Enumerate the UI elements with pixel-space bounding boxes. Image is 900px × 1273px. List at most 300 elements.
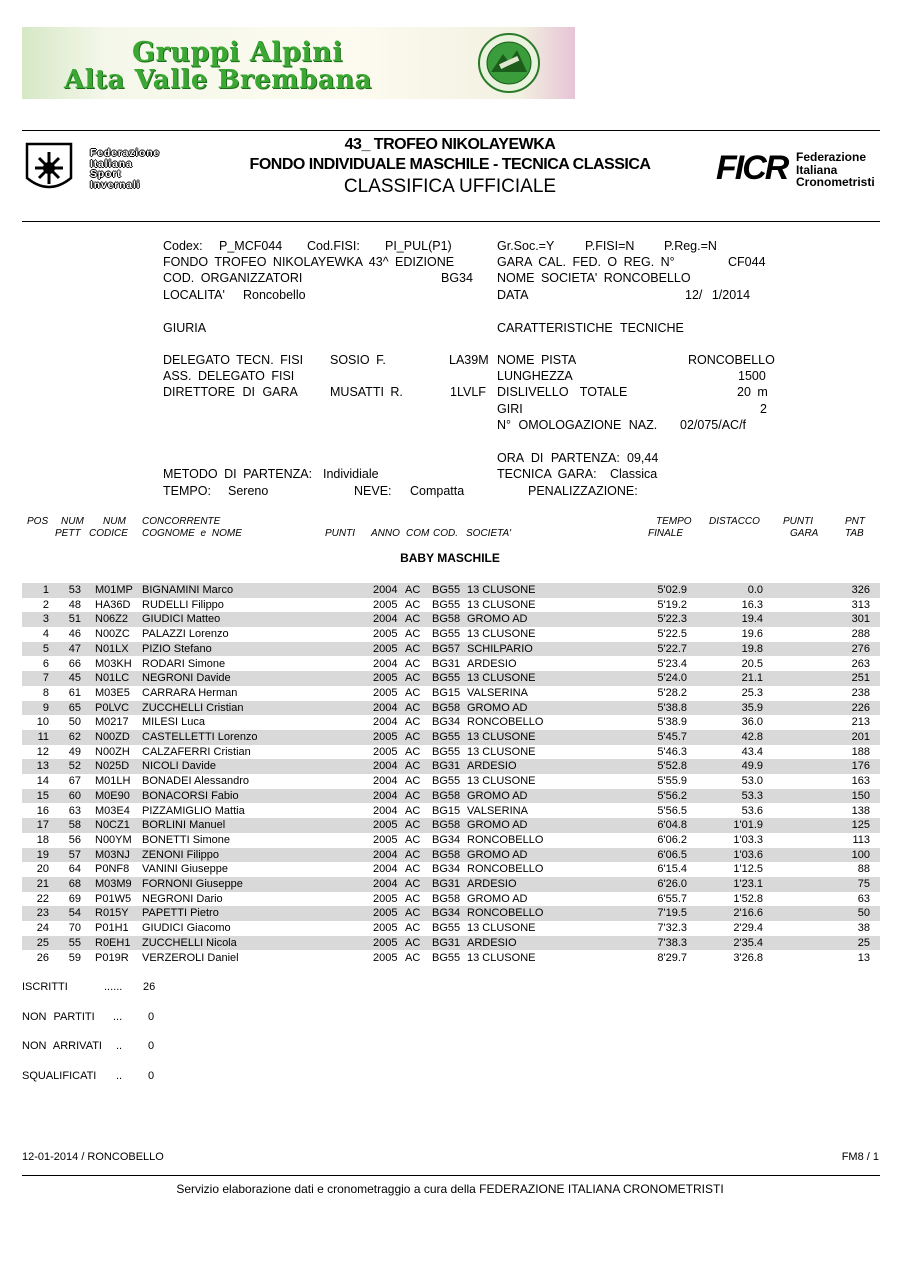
cell-cod: BG34: [432, 907, 461, 920]
cell-cod: BG15: [432, 804, 461, 817]
cell-distacco: 1'03.3: [733, 833, 763, 846]
title-line1: 43_ TROFEO NIKOLAYEWKA: [344, 136, 556, 153]
data-value: 12/ 1/2014: [685, 288, 751, 302]
cell-distacco: 2'16.6: [733, 907, 763, 920]
cell-name: CARRARA Herman: [142, 686, 238, 699]
codfisi-label: Cod.FISI:: [307, 239, 360, 253]
cell-name: PIZIO Stefano: [142, 642, 212, 655]
cell-tempo: 5'28.2: [657, 686, 687, 699]
cell-societa: VALSERINA: [467, 686, 528, 699]
hdr-num2: NUM: [103, 516, 126, 527]
cell-codice: R0EH1: [95, 936, 131, 949]
cell-codice: N025D: [95, 760, 130, 773]
cell-name: RUDELLI Filippo: [142, 598, 224, 611]
cell-pett: 70: [68, 922, 81, 935]
cell-distacco: 53.0: [741, 775, 763, 788]
cell-pos: 23: [36, 907, 49, 920]
fisi-line3: Sport: [90, 168, 122, 180]
cell-pos: 4: [42, 628, 49, 641]
cell-cod: BG58: [432, 848, 461, 861]
hdr-codice: CODICE: [89, 528, 128, 539]
cell-com: AC: [405, 657, 421, 670]
cell-cod: BG34: [432, 716, 461, 729]
cell-societa: ARDESIO: [467, 936, 517, 949]
table-row: [22, 583, 880, 598]
cell-com: AC: [405, 686, 421, 699]
cell-anno: 2005: [373, 598, 398, 611]
race-info: [0, 0, 900, 500]
cell-name: NEGRONI Dario: [142, 892, 223, 905]
cell-name: ZUCCHELLI Cristian: [142, 701, 244, 714]
cell-cod: BG58: [432, 789, 461, 802]
cell-anno: 2004: [373, 613, 398, 626]
cell-com: AC: [405, 789, 421, 802]
cell-tempo: 5'56.2: [657, 789, 687, 802]
fisi-line2: Italiana: [90, 157, 133, 170]
cell-com: AC: [405, 833, 421, 846]
cell-distacco: 21.1: [741, 672, 763, 685]
table-row: [22, 598, 880, 613]
cell-name: NICOLI Davide: [142, 760, 216, 773]
cell-distacco: 16.3: [741, 598, 763, 611]
cell-pnt: 125: [851, 819, 870, 832]
cell-distacco: 1'12.5: [733, 863, 763, 876]
table-row: [22, 774, 880, 789]
cell-distacco: 19.8: [741, 642, 763, 655]
cell-cod: BG57: [432, 642, 461, 655]
cell-tempo: 5'23.4: [657, 657, 687, 670]
cell-societa: ARDESIO: [467, 760, 517, 773]
cell-codice: N00ZD: [95, 731, 130, 743]
cell-name: PIZZAMIGLIO Mattia: [142, 804, 245, 817]
cell-com: AC: [405, 701, 421, 714]
omolog-label: N° OMOLOGAZIONE NAZ.: [497, 418, 658, 432]
cell-distacco: 36.0: [741, 716, 763, 729]
cell-distacco: 3'26.8: [733, 951, 763, 964]
cell-tempo: 5'38.9: [657, 716, 687, 729]
cell-tempo: 5'19.2: [657, 598, 687, 611]
cell-pos: 10: [36, 716, 49, 729]
cell-pos: 5: [42, 642, 49, 655]
cell-societa: SCHILPARIO: [467, 642, 533, 655]
cell-codice: M01LH: [95, 775, 131, 788]
localita-label: LOCALITA': [163, 288, 225, 302]
cell-pett: 51: [68, 613, 81, 626]
cell-com: AC: [405, 863, 421, 876]
cell-com: AC: [405, 598, 421, 611]
cell-codice: N00YM: [95, 833, 132, 846]
cell-cod: BG55: [432, 775, 461, 788]
lunghezza-label: LUNGHEZZA: [497, 369, 573, 383]
cell-pos: 13: [36, 760, 49, 773]
cell-com: AC: [405, 672, 421, 685]
cell-com: AC: [405, 716, 421, 729]
hdr-num: NUM: [61, 516, 84, 527]
lunghezza-value: 1500: [738, 369, 766, 383]
table-row: [22, 642, 880, 657]
table-row: [22, 951, 880, 966]
cell-anno: 2005: [373, 672, 398, 685]
cell-societa: RONCOBELLO: [467, 716, 544, 729]
cell-com: AC: [405, 936, 421, 949]
table-row: [22, 686, 880, 701]
cell-pos: 26: [36, 951, 49, 964]
table-row: [22, 921, 880, 936]
cell-pos: 3: [42, 613, 49, 626]
summary-nonarrivati-dots: ..: [116, 1040, 123, 1052]
pista-value: RONCOBELLO: [688, 353, 775, 367]
cell-pos: 24: [36, 922, 49, 935]
cell-codice: M01MP: [95, 584, 133, 596]
cell-distacco: 1'52.8: [733, 892, 763, 905]
metodo-label: METODO DI PARTENZA:: [163, 467, 313, 481]
cell-name: BONACORSI Fabio: [142, 789, 239, 802]
summary-iscritti-value: 26: [143, 981, 156, 993]
giuria: GIURIA: [163, 321, 207, 335]
cell-distacco: 43.4: [741, 745, 763, 758]
cell-distacco: 25.3: [741, 686, 763, 699]
cell-pos: 25: [36, 936, 49, 949]
cell-pett: 50: [68, 716, 81, 729]
cell-name: CALZAFERRI Cristian: [142, 745, 251, 758]
cell-name: NEGRONI Davide: [142, 672, 231, 685]
giri-label: GIRI: [497, 402, 523, 416]
cell-pett: 45: [68, 672, 81, 685]
cell-com: AC: [405, 819, 421, 832]
cell-com: AC: [405, 804, 421, 817]
cell-distacco: 42.8: [741, 731, 763, 743]
cell-name: BONETTI Simone: [142, 833, 231, 846]
hdr-com: COM: [406, 528, 430, 539]
cell-pos: 15: [36, 789, 49, 802]
cell-distacco: 49.9: [741, 760, 763, 773]
summary-squalificati-label: SQUALIFICATI: [22, 1070, 97, 1082]
cell-societa: ARDESIO: [467, 878, 517, 890]
cell-cod: BG58: [432, 892, 461, 905]
cell-anno: 2005: [373, 922, 398, 935]
cell-pett: 63: [68, 804, 81, 817]
cell-anno: 2004: [373, 701, 398, 714]
cell-name: PALAZZI Lorenzo: [142, 628, 229, 641]
cell-pnt: 188: [851, 745, 870, 758]
cell-codice: P019R: [95, 951, 129, 964]
cell-codice: N00ZH: [95, 745, 130, 758]
cell-distacco: 20.5: [741, 657, 763, 670]
cell-codice: M03M9: [95, 878, 132, 890]
cell-anno: 2005: [373, 936, 398, 949]
hdr-finale: FINALE: [648, 528, 684, 539]
cell-codice: P0LVC: [95, 701, 130, 714]
title-line2: FONDO INDIVIDUALE MASCHILE - TECNICA CLASSICA: [249, 156, 651, 173]
cell-pett: 53: [68, 584, 81, 596]
cell-cod: BG55: [432, 628, 461, 641]
summary-squalificati-dots: ..: [116, 1070, 123, 1082]
hdr-tab: TAB: [845, 528, 864, 539]
cell-codice: N00ZC: [95, 628, 130, 641]
fondo-name: FONDO TROFEO NIKOLAYEWKA 43^ EDIZIONE: [163, 255, 455, 269]
cell-societa: GROMO AD: [467, 819, 528, 832]
cell-pnt: 63: [857, 892, 870, 905]
cell-pos: 11: [37, 731, 49, 743]
cell-pos: 6: [42, 657, 49, 670]
pista-label: NOME PISTA: [497, 353, 577, 367]
tecnica-label: TECNICA GARA:: [497, 467, 597, 481]
cell-codice: M0E90: [95, 789, 130, 802]
delegato-code: LA39M: [449, 353, 489, 367]
cell-codice: N06Z2: [95, 613, 129, 626]
cell-pett: 52: [68, 760, 81, 773]
nomesoc: NOME SOCIETA' RONCOBELLO: [497, 271, 691, 285]
cell-cod: BG31: [432, 936, 461, 949]
cell-societa: RONCOBELLO: [467, 863, 544, 876]
cell-codice: P01H1: [95, 922, 129, 935]
hdr-cod: COD.: [433, 528, 458, 539]
cell-name: PAPETTI Pietro: [142, 907, 219, 920]
cell-distacco: 53.3: [741, 789, 763, 802]
summary-nonpartiti-value: 0: [148, 1011, 155, 1023]
cell-pos: 20: [36, 863, 49, 876]
direttore-value: MUSATTI R.: [330, 385, 403, 399]
cell-anno: 2004: [373, 657, 398, 670]
cell-anno: 2005: [373, 951, 398, 964]
cell-pnt: 226: [851, 701, 870, 714]
cell-anno: 2004: [373, 789, 398, 802]
cell-societa: 13 CLUSONE: [467, 745, 536, 758]
summary-nonarrivati-value: 0: [148, 1040, 155, 1052]
cell-distacco: 35.9: [741, 701, 763, 714]
cell-com: AC: [405, 951, 421, 964]
cell-pnt: 38: [857, 922, 870, 935]
ora-label: ORA DI PARTENZA:: [497, 451, 620, 465]
cell-anno: 2004: [373, 775, 398, 788]
ficr-line3: Cronometristi: [796, 175, 875, 189]
cell-pos: 17: [36, 819, 49, 832]
cell-pett: 47: [68, 642, 81, 655]
cell-pnt: 213: [851, 716, 870, 729]
cell-pett: 48: [68, 598, 81, 611]
giri-value: 2: [760, 402, 767, 416]
cell-anno: 2005: [373, 686, 398, 699]
footer-rule: [22, 1175, 880, 1176]
cell-tempo: 5'02.9: [657, 584, 687, 596]
tempo-value: Sereno: [228, 484, 269, 498]
cell-pnt: 288: [851, 628, 870, 641]
tempo-label: TEMPO:: [163, 484, 211, 498]
cell-com: AC: [405, 745, 421, 758]
cell-codice: R015Y: [95, 907, 129, 920]
cell-codice: M03E5: [95, 686, 130, 699]
cell-societa: VALSERINA: [467, 804, 528, 817]
cell-codice: M03KH: [95, 657, 132, 670]
cell-name: GIUDICI Giacomo: [142, 922, 231, 935]
cell-codice: P0NF8: [95, 863, 130, 876]
summary-iscritti-label: ISCRITTI: [22, 981, 68, 993]
banner-line2: Alta Valle Brembana: [64, 65, 372, 95]
cell-name: ZENONI Filippo: [142, 848, 220, 861]
direttore-code: 1LVLF: [450, 385, 486, 399]
cell-distacco: 2'35.4: [733, 936, 763, 949]
cell-com: AC: [405, 760, 421, 773]
table-row: [22, 671, 880, 686]
cell-societa: 13 CLUSONE: [467, 584, 536, 596]
cell-codice: N01LC: [95, 672, 130, 685]
direttore-label: DIRETTORE DI GARA: [163, 385, 298, 399]
cell-anno: 2005: [373, 731, 398, 743]
cell-codice: N01LX: [95, 642, 129, 655]
table-row: [22, 848, 880, 863]
localita-value: Roncobello: [243, 288, 306, 302]
footer-date-place: 12-01-2014 / RONCOBELLO: [22, 1151, 164, 1163]
table-row: [22, 627, 880, 642]
cell-societa: RONCOBELLO: [467, 833, 544, 846]
tecnica-value: Classica: [610, 467, 658, 481]
codfisi-value: PI_PUL(P1): [385, 239, 452, 253]
cell-cod: BG58: [432, 613, 461, 626]
hdr-gara: GARA: [790, 528, 819, 539]
cell-pos: 7: [42, 672, 49, 685]
hdr-concorrente: CONCORRENTE: [142, 516, 221, 527]
cell-societa: GROMO AD: [467, 701, 528, 714]
cell-pos: 14: [36, 775, 49, 788]
garacal-value: CF044: [728, 255, 766, 269]
cell-societa: 13 CLUSONE: [467, 951, 536, 964]
omolog-value: 02/075/AC/f: [680, 418, 747, 432]
cell-com: AC: [405, 775, 421, 788]
cell-tempo: 6'06.2: [657, 833, 687, 846]
cell-anno: 2005: [373, 745, 398, 758]
ficr-line1: Federazione: [796, 150, 867, 164]
cell-tempo: 7'38.3: [657, 936, 687, 949]
cell-pnt: 50: [857, 907, 870, 920]
table-row: [22, 715, 880, 730]
cell-name: BORLINI Manuel: [142, 819, 226, 832]
ora-value: 09,44: [627, 451, 659, 465]
cell-cod: BG31: [432, 657, 461, 670]
cell-com: AC: [405, 584, 421, 596]
metodo-value: Individiale: [323, 467, 379, 481]
table-row: [22, 657, 880, 672]
codorg-value: BG34: [441, 271, 473, 285]
cell-codice: M03E4: [95, 804, 130, 817]
cell-pos: 12: [36, 745, 49, 758]
cell-pett: 46: [68, 628, 81, 641]
dislivello-label: DISLIVELLO TOTALE: [497, 385, 628, 399]
cell-pnt: 138: [851, 804, 870, 817]
cell-societa: 13 CLUSONE: [467, 922, 536, 935]
cell-tempo: 5'46.3: [657, 745, 687, 758]
summary-nonpartiti-dots: ...: [113, 1011, 123, 1023]
cell-societa: GROMO AD: [467, 848, 528, 861]
ass-label: ASS. DELEGATO FISI: [163, 369, 295, 383]
table-row: [22, 892, 880, 907]
hdr-tempo: TEMPO: [656, 516, 692, 527]
cell-tempo: 5'52.8: [657, 760, 687, 773]
cell-tempo: 5'22.7: [657, 642, 687, 655]
cell-pos: 8: [42, 686, 49, 699]
cell-distacco: 53.6: [741, 804, 763, 817]
cell-tempo: 5'55.9: [657, 775, 687, 788]
fisi-line1: Federazione: [90, 147, 161, 159]
cell-pnt: 75: [857, 878, 870, 890]
cell-anno: 2005: [373, 642, 398, 655]
cell-pnt: 251: [851, 672, 870, 685]
table-row: [22, 833, 880, 848]
summary-iscritti-dots: ......: [104, 981, 123, 993]
cell-name: VANINI Giuseppe: [142, 863, 229, 876]
cell-cod: BG55: [432, 922, 461, 935]
table-row: [22, 804, 880, 819]
cell-cod: BG55: [432, 951, 461, 964]
cell-name: CASTELLETTI Lorenzo: [142, 731, 258, 743]
cell-pos: 1: [42, 584, 49, 596]
cell-anno: 2004: [373, 878, 398, 890]
cell-codice: HA36D: [95, 598, 131, 611]
hdr-punti2: PUNTI: [783, 516, 813, 527]
hdr-cognome: COGNOME e NOME: [142, 528, 242, 539]
ficr-line2: Italiana: [796, 162, 838, 177]
cell-pett: 57: [68, 848, 81, 861]
cell-cod: BG34: [432, 833, 461, 846]
cell-cod: BG34: [432, 863, 461, 876]
hdr-punti: PUNTI: [325, 528, 355, 539]
banner-line1: Gruppi Alpini: [132, 37, 344, 68]
cell-pos: 9: [42, 701, 49, 714]
cell-cod: BG15: [432, 686, 461, 699]
cell-pos: 21: [36, 878, 49, 890]
cell-cod: BG55: [432, 672, 461, 685]
cell-societa: RONCOBELLO: [467, 907, 544, 920]
cell-cod: BG55: [432, 584, 461, 596]
cell-pnt: 313: [851, 598, 870, 611]
cell-pos: 16: [36, 804, 49, 817]
table-row: [22, 612, 880, 627]
summary-nonarrivati-label: NON ARRIVATI: [22, 1040, 102, 1052]
hdr-pos: POS: [27, 516, 49, 527]
cell-pnt: 100: [851, 848, 870, 861]
cell-pnt: 113: [852, 833, 870, 846]
cell-pett: 62: [68, 731, 81, 743]
cell-societa: GROMO AD: [467, 613, 528, 626]
cell-anno: 2005: [373, 833, 398, 846]
cell-com: AC: [405, 922, 421, 935]
cell-anno: 2004: [373, 863, 398, 876]
footer-page: FM8 / 1: [841, 1151, 879, 1163]
cell-cod: BG31: [432, 878, 461, 890]
cell-pos: 19: [36, 848, 49, 861]
dislivello-value: 20 m: [737, 385, 768, 399]
cell-name: RODARI Simone: [142, 657, 226, 670]
cell-pett: 55: [68, 936, 81, 949]
cell-pett: 67: [68, 775, 81, 788]
cell-tempo: 7'32.3: [657, 922, 687, 935]
cell-tempo: 6'26.0: [657, 878, 687, 890]
cell-tempo: 5'22.3: [657, 613, 687, 626]
table-row: [22, 701, 880, 716]
cell-tempo: 5'45.7: [657, 731, 687, 743]
cell-tempo: 5'56.5: [657, 804, 687, 817]
cell-distacco: 1'01.9: [733, 819, 763, 832]
summary-squalificati-value: 0: [148, 1070, 155, 1082]
preg: P.Reg.=N: [664, 239, 717, 253]
cell-pnt: 13: [857, 951, 870, 964]
table-row: [22, 759, 880, 774]
cell-societa: 13 CLUSONE: [467, 628, 536, 641]
hdr-pnt: PNT: [845, 516, 865, 527]
cell-com: AC: [405, 613, 421, 626]
cell-tempo: 6'15.4: [657, 863, 687, 876]
cell-pos: 2: [42, 598, 49, 611]
cell-com: AC: [405, 731, 421, 743]
